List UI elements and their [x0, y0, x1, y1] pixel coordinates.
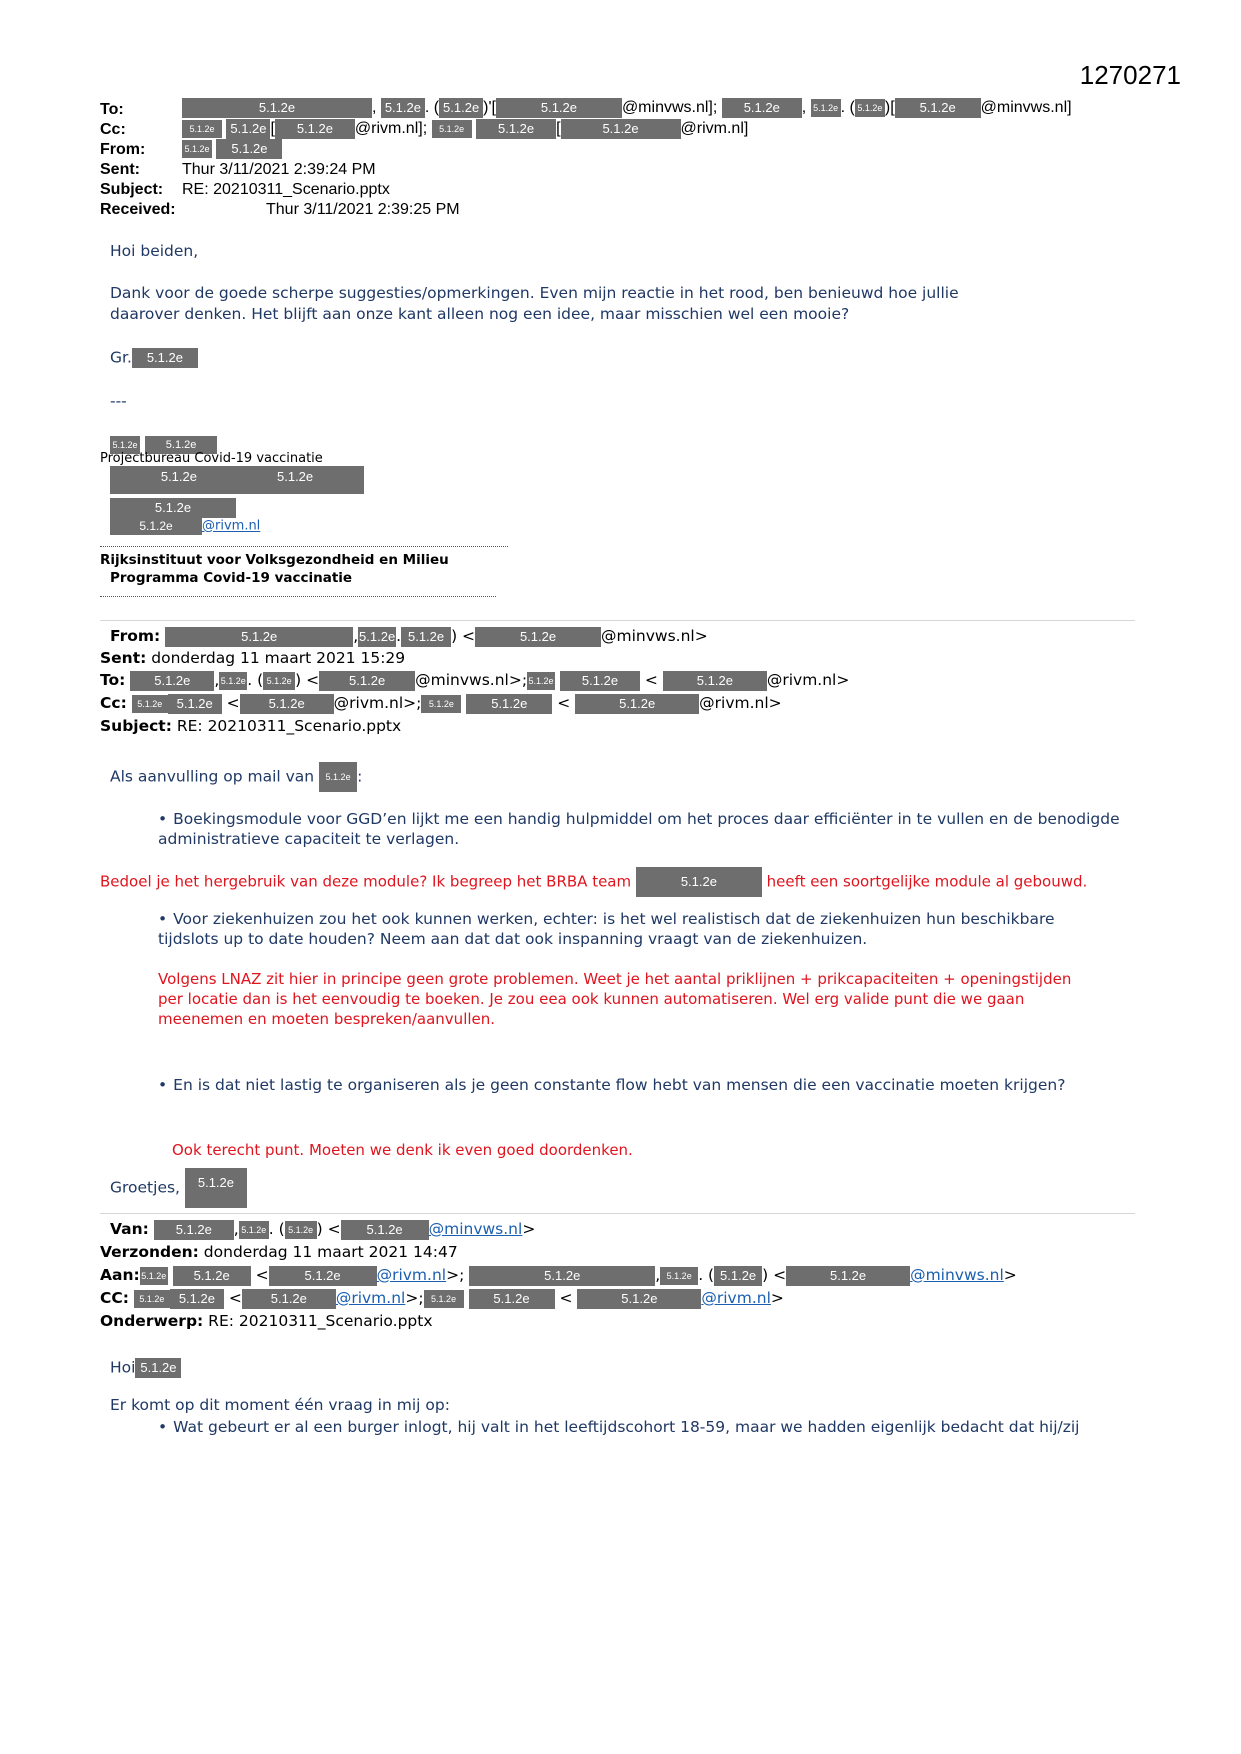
header-van: Van: 5.1.2e , 5.1.2e . ( 5.1.2e ) < 5.1.2e @minvws.nl>	[110, 1220, 536, 1238]
redaction: 5.1.2e	[269, 1266, 377, 1286]
header-sent-label: Sent:	[100, 161, 140, 178]
redaction: 5.1.2e	[239, 1221, 269, 1239]
to-domain: @minvws.nl];	[621, 99, 718, 117]
message-paragraph: Dank voor de goede scherpe suggesties/opmerkingen. Even mijn reactie in het rood, ben benieuwd hoe jullie	[110, 284, 959, 302]
header-received-label: Received:	[100, 201, 176, 218]
signature-divider	[100, 596, 496, 597]
header-verzonden: Verzonden: donderdag 11 maart 2021 14:47	[100, 1243, 458, 1261]
redaction: 5.1.2e	[242, 1289, 336, 1309]
redaction: 5.1.2e	[182, 140, 212, 158]
signature-divider	[100, 546, 508, 547]
header-cc-label: Cc:	[100, 121, 126, 138]
message-separator	[100, 1213, 1135, 1214]
redaction: 5.1.2e	[855, 99, 885, 117]
message-signoff: Groetjes, 5.1.2e	[110, 1168, 247, 1208]
redaction: 5.1.2e	[170, 1289, 224, 1309]
redaction: 5.1.2e	[182, 98, 372, 118]
redaction: 5.1.2e	[421, 695, 461, 713]
reply-comment: per locatie dan is het eenvoudig te boeken. Je zou eea ook kunnen automatiseren. Wel erg valide punt die we gaan	[158, 990, 1025, 1008]
signature-phone	[110, 497, 236, 518]
message-dashes: ---	[110, 392, 127, 410]
redaction: 5.1.2e	[786, 1266, 910, 1286]
redaction: 5.1.2e	[173, 1266, 251, 1286]
list-item-continued: tijdslots up to date houden? Neem aan dat dat ook inspanning vraagt van de ziekenhuizen.	[158, 930, 868, 948]
redaction: 5.1.2e	[240, 694, 334, 714]
redaction: 5.1.2e	[432, 120, 472, 138]
redaction: 5.1.2e	[560, 671, 640, 691]
redaction: 5.1.2e	[132, 348, 198, 368]
email-link[interactable]: @rivm.nl	[335, 1289, 406, 1307]
redaction: 5.1.2e	[145, 436, 217, 454]
email-link[interactable]: @minvws.nl	[428, 1220, 523, 1238]
to-domain: @minvws.nl]	[980, 99, 1072, 117]
redaction: 5.1.2e	[226, 119, 270, 139]
reply-comment: meenemen en moeten bespreken/aanvullen.	[158, 1010, 496, 1028]
redaction: 5.1.2e	[263, 672, 295, 690]
header-from: From: 5.1.2e ,5.1.2e. 5.1.2e ) < 5.1.2e @minvws.nl>	[110, 627, 708, 645]
email-link[interactable]: @minvws.nl	[910, 1266, 1004, 1284]
redaction: 5.1.2e	[722, 98, 802, 118]
signature-email	[110, 517, 260, 535]
header-aan: Aan:5.1.2e 5.1.2e < 5.1.2e @rivm.nl>; 5.1.2e , 5.1.2e . ( 5.1.2e ) < 5.1.2e @minvws.nl>	[100, 1266, 1017, 1284]
reply-comment: Bedoel je het hergebruik van deze module? Ik begreep het BRBA team 5.1.2e heeft een soortgelijke module al gebouwd.	[100, 867, 1087, 897]
redaction: 5.1.2e	[660, 1267, 698, 1285]
header-sent: Sent: donderdag 11 maart 2021 15:29	[100, 649, 406, 667]
redaction: 5.1.2e	[401, 627, 451, 647]
header-to-label: To:	[100, 101, 124, 118]
header-to: To: 5.1.2e ,5.1.2e. ( 5.1.2e ) < 5.1.2e @minvws.nl>;5.1.2e 5.1.2e < 5.1.2e @rivm.nl>	[100, 671, 850, 689]
redaction: 5.1.2e	[496, 98, 622, 118]
cc-domain: @rivm.nl];	[354, 120, 428, 138]
list-item: • Wat gebeurt er al een burger inlogt, hij valt in het leeftijdscohort 18-59, maar we hadden eigenlijk bedacht dat hij/zij	[158, 1418, 1080, 1436]
signature-program: Programma Covid-19 vaccinatie	[110, 570, 353, 586]
header-subject-value: RE: 20210311_Scenario.pptx	[182, 181, 390, 198]
redaction: 5.1.2e	[285, 1221, 317, 1239]
signature-email-link[interactable]: @rivm.nl	[202, 518, 261, 534]
message-greeting: Hoi beiden,	[110, 242, 199, 260]
header-subject-label: Subject:	[100, 181, 164, 198]
redaction: 5.1.2e	[714, 1266, 762, 1286]
header-from-label: From:	[100, 141, 146, 158]
header-to-value: 5.1.2e , 5.1.2e . ( 5.1.2e )'[ 5.1.2e @minvws.nl]; 5.1.2e , 5.1.2e . ( 5.1.2e )[ 5.1.2e @minvws.nl]	[182, 98, 1072, 118]
redaction: 5.1.2e	[110, 498, 236, 518]
signature-department: Projectbureau Covid-19 vaccinatie	[100, 451, 323, 466]
redaction: 5.1.2e	[182, 120, 222, 138]
redaction: 5.1.2e	[165, 627, 353, 647]
document-id: 1270271	[1079, 60, 1181, 90]
redaction: 5.1.2e	[466, 694, 552, 714]
redaction: 5.1.2e	[577, 1289, 701, 1309]
reply-comment: Volgens LNAZ zit hier in principe geen grote problemen. Weet je het aantal priklijnen + prikcapaciteiten + openingstijden	[158, 970, 1072, 988]
redaction: 5.1.2e	[134, 1290, 170, 1308]
message-line: Er komt op dit moment één vraag in mij op:	[110, 1396, 450, 1414]
redaction: 5.1.2e	[636, 867, 762, 897]
redaction: 5.1.2e	[381, 98, 425, 118]
message-greeting: Hoi 5.1.2e	[110, 1358, 181, 1378]
header-received-value: Thur 3/11/2021 2:39:25 PM	[266, 201, 460, 218]
redaction: 5.1.2e	[469, 1289, 555, 1309]
redaction: 5.1.2e	[476, 119, 556, 139]
header-sent-value: Thur 3/11/2021 2:39:24 PM	[182, 161, 376, 178]
list-item: • Boekingsmodule voor GGD’en lijkt me een handig hulpmiddel om het proces daar efficiënter in te vullen en de benodigde	[158, 810, 1120, 828]
header-cc: Cc: 5.1.2e 5.1.2e < 5.1.2e @rivm.nl>; 5.1.2e 5.1.2e < 5.1.2e @rivm.nl>	[100, 694, 782, 712]
message-separator	[100, 620, 1135, 621]
reply-comment: Ook terecht punt. Moeten we denk ik even goed doordenken.	[172, 1141, 633, 1159]
redaction: 5.1.2e	[424, 1290, 464, 1308]
email-link[interactable]: @rivm.nl	[701, 1289, 771, 1307]
message-paragraph: daarover denken. Het blijft aan onze kant alleen nog een idee, maar misschien wel een mooie?	[110, 305, 850, 323]
redaction: 5.1.2e	[275, 119, 355, 139]
header-subject: Subject: RE: 20210311_Scenario.pptx	[100, 717, 402, 735]
message-signoff: Gr. 5.1.2e	[110, 348, 198, 368]
redaction: 5.1.2e	[154, 1220, 234, 1240]
redaction: 5.1.2e	[527, 672, 555, 690]
redaction: 5.1.2e	[319, 762, 357, 792]
redaction: 5.1.2e	[358, 627, 396, 647]
header-cc: CC: 5.1.2e 5.1.2e < 5.1.2e @rivm.nl>; 5.1.2e 5.1.2e < 5.1.2e @rivm.nl>	[100, 1289, 784, 1307]
signature-address	[110, 466, 364, 494]
list-item: • En is dat niet lastig te organiseren als je geen constante flow hebt van mensen die een vaccinatie moeten krijgen?	[158, 1076, 1066, 1094]
redaction: 5.1.2e	[439, 98, 483, 118]
redaction: 5.1.2e	[140, 1267, 168, 1285]
redaction: 5.1.2e	[135, 1358, 181, 1378]
redaction: 5.1.2e	[561, 119, 681, 139]
message-intro: Als aanvulling op mail van 5.1.2e :	[110, 762, 362, 792]
redaction: 5.1.2e	[341, 1220, 429, 1240]
redaction: 5.1.2e	[811, 99, 841, 117]
redaction: 5.1.2e	[168, 694, 222, 714]
redaction: 5.1.2e	[475, 627, 601, 647]
redaction: 5.1.2e	[895, 98, 981, 118]
redaction: 5.1.2e	[469, 1266, 655, 1286]
header-from-value	[182, 139, 282, 159]
redaction: 5.1.2e 5.1.2e	[110, 466, 364, 494]
redaction: 5.1.2e	[185, 1168, 247, 1208]
email-link[interactable]: @rivm.nl	[376, 1266, 447, 1284]
signature-org: Rijksinstituut voor Volksgezondheid en Milieu	[100, 552, 449, 568]
redaction: 5.1.2e	[319, 671, 415, 691]
redaction: 5.1.2e	[219, 672, 247, 690]
header-onderwerp: Onderwerp: RE: 20210311_Scenario.pptx	[100, 1312, 433, 1330]
redaction: 5.1.2e	[575, 694, 699, 714]
redaction: 5.1.2e	[110, 436, 140, 454]
redaction: 5.1.2e	[663, 671, 767, 691]
redaction: 5.1.2e	[132, 695, 168, 713]
list-item-continued: administratieve capaciteit te verlagen.	[158, 830, 460, 848]
list-item: • Voor ziekenhuizen zou het ook kunnen werken, echter: is het wel realistisch dat de ziekenhuizen hun beschikbare	[158, 910, 1055, 928]
redaction: 5.1.2e	[130, 671, 214, 691]
header-cc-value: 5.1.2e 5.1.2e [ 5.1.2e @rivm.nl]; 5.1.2e 5.1.2e [ 5.1.2e @rivm.nl]	[182, 119, 748, 139]
redaction: 5.1.2e	[110, 517, 202, 535]
cc-domain: @rivm.nl]	[680, 120, 749, 138]
redaction: 5.1.2e	[216, 139, 282, 159]
